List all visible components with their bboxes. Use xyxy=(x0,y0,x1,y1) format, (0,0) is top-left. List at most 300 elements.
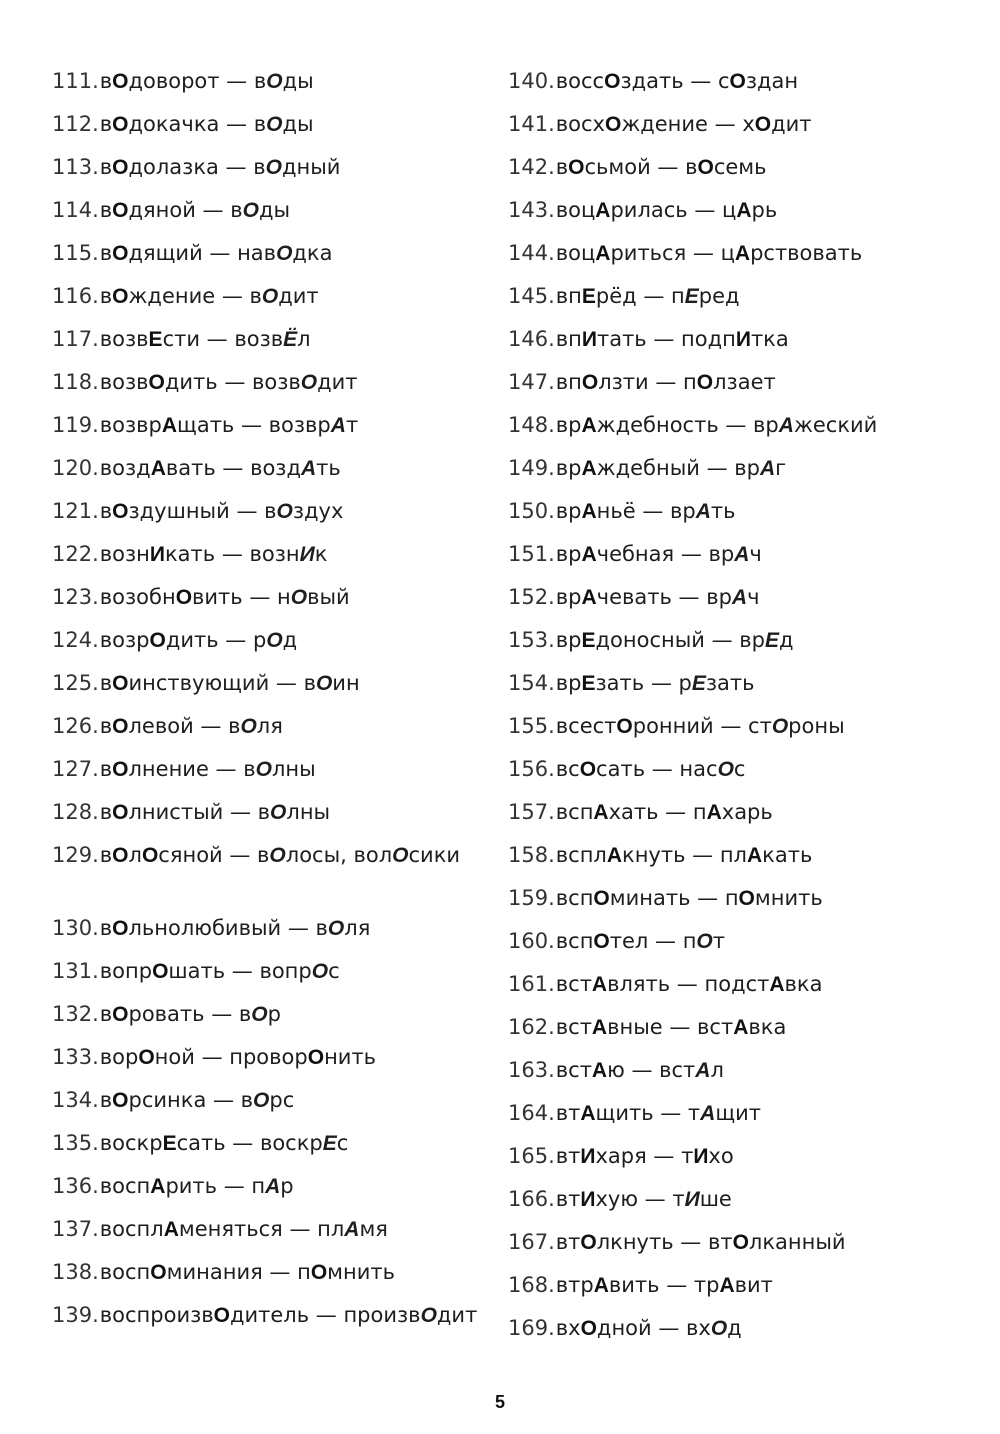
entry-text xyxy=(555,797,773,828)
highlighted-letter: О xyxy=(616,715,633,738)
check-letter: А xyxy=(300,457,317,480)
entry xyxy=(52,281,492,324)
text-fragment: тка xyxy=(750,327,789,351)
entry xyxy=(508,1227,978,1270)
entry xyxy=(52,913,492,956)
text-fragment: вст xyxy=(555,1058,592,1082)
text-fragment: т xyxy=(712,929,725,953)
text-fragment: дяной — в xyxy=(128,198,243,222)
entry-text xyxy=(99,195,290,226)
entry xyxy=(508,625,978,668)
text-fragment: ды xyxy=(258,198,291,222)
entry-text xyxy=(555,711,845,742)
entry-number: 166. xyxy=(508,1187,555,1211)
text-fragment: возвр xyxy=(99,413,162,437)
text-fragment: вр xyxy=(555,671,582,695)
text-fragment: ды xyxy=(282,112,314,136)
highlighted-letter: О xyxy=(152,960,169,983)
entry xyxy=(52,625,492,668)
text-fragment: лзти — п xyxy=(598,370,697,394)
entry-number: 161. xyxy=(508,972,555,996)
text-fragment: ше xyxy=(699,1187,732,1211)
text-fragment: меняться — пл xyxy=(178,1217,345,1241)
text-fragment: ной — провор xyxy=(154,1045,308,1069)
entry xyxy=(52,367,492,410)
entry-text xyxy=(99,797,330,828)
text-fragment: в xyxy=(99,671,113,695)
check-letter: А xyxy=(265,1175,281,1198)
entry-text xyxy=(555,1313,742,1344)
text-fragment: рсинка — в xyxy=(128,1088,254,1112)
highlighted-letter: О xyxy=(213,1304,230,1327)
text-fragment: хую — т xyxy=(595,1187,685,1211)
entry-number: 152. xyxy=(508,585,555,609)
entry-text xyxy=(555,496,736,527)
text-fragment: дящий — нав xyxy=(128,241,277,265)
text-fragment: вр xyxy=(555,542,582,566)
entry xyxy=(508,1184,978,1227)
text-fragment: доносный — вр xyxy=(595,628,766,652)
text-fragment: в xyxy=(99,198,113,222)
check-letter: О xyxy=(270,801,287,824)
entry-number: 158. xyxy=(508,843,555,867)
text-fragment: минания — п xyxy=(166,1260,311,1284)
text-fragment: г xyxy=(775,456,787,480)
entry-text xyxy=(99,1257,395,1288)
highlighted-letter: О xyxy=(112,844,129,867)
text-fragment: всп xyxy=(555,929,594,953)
text-fragment: инствующий — в xyxy=(128,671,316,695)
entry xyxy=(508,195,978,238)
entry xyxy=(52,956,492,999)
check-letter: А xyxy=(695,500,711,523)
entry-number: 131. xyxy=(52,959,99,983)
text-fragment: в xyxy=(99,1002,113,1026)
entry xyxy=(508,367,978,410)
entry-text xyxy=(99,324,311,355)
entry-text xyxy=(99,539,328,570)
text-fragment: в xyxy=(555,155,569,179)
entry-text xyxy=(555,883,823,914)
entry-number: 143. xyxy=(508,198,555,222)
highlighted-letter: О xyxy=(138,1046,155,1069)
entry-number: 157. xyxy=(508,800,555,824)
text-fragment: сать — воскр xyxy=(176,1131,323,1155)
entry-text xyxy=(99,453,341,484)
highlighted-letter: А xyxy=(150,1175,166,1198)
highlighted-letter: Е xyxy=(581,285,596,308)
check-letter: О xyxy=(290,586,308,609)
entry-number: 156. xyxy=(508,757,555,781)
highlighted-letter: О xyxy=(112,70,129,93)
check-letter: О xyxy=(300,371,318,394)
text-fragment: ронний — ст xyxy=(632,714,772,738)
entry-number: 167. xyxy=(508,1230,555,1254)
text-fragment: вый xyxy=(307,585,350,609)
entry xyxy=(508,1141,978,1184)
text-fragment: всп xyxy=(555,800,594,824)
highlighted-letter: О xyxy=(697,156,714,179)
entry-text xyxy=(555,1098,761,1129)
entry-number: 142. xyxy=(508,155,555,179)
text-fragment: рь xyxy=(751,198,778,222)
check-letter: О xyxy=(315,672,333,695)
text-fragment: тать — подп xyxy=(596,327,736,351)
text-fragment: в xyxy=(99,1088,113,1112)
entry xyxy=(508,453,978,496)
entry xyxy=(508,66,978,109)
entry-text xyxy=(99,1171,294,1202)
highlighted-letter: О xyxy=(732,1231,749,1254)
text-fragment: дной — вх xyxy=(596,1316,711,1340)
highlighted-letter: А xyxy=(581,500,597,523)
text-fragment: в xyxy=(99,241,113,265)
text-fragment: дить — возв xyxy=(164,370,301,394)
highlighted-letter: И xyxy=(693,1145,709,1168)
entry-text xyxy=(99,668,360,699)
entry-number: 139. xyxy=(52,1303,99,1327)
entry-number: 125. xyxy=(52,671,99,695)
entry-text xyxy=(555,1055,724,1086)
entry-number: 148. xyxy=(508,413,555,437)
text-fragment: хать — п xyxy=(608,800,707,824)
entry xyxy=(52,999,492,1042)
text-fragment: вп xyxy=(555,327,582,351)
text-fragment: рить — п xyxy=(165,1174,266,1198)
entry xyxy=(52,1214,492,1257)
text-fragment: кать xyxy=(762,843,813,867)
entry-text xyxy=(99,496,344,527)
highlighted-letter: А xyxy=(150,457,166,480)
entry-number: 140. xyxy=(508,69,555,93)
entry-text xyxy=(99,840,460,871)
entry-number: 116. xyxy=(52,284,99,308)
highlighted-letter: О xyxy=(604,113,622,136)
entry xyxy=(52,109,492,152)
entry-text xyxy=(99,281,319,312)
text-fragment: ин xyxy=(332,671,360,695)
entry-number: 118. xyxy=(52,370,99,394)
text-fragment: мнить xyxy=(754,886,823,910)
text-fragment: с xyxy=(328,959,340,983)
entry-number: 163. xyxy=(508,1058,555,1082)
entry xyxy=(52,238,492,281)
entry-number: 133. xyxy=(52,1045,99,1069)
text-fragment: вка xyxy=(784,972,823,996)
text-fragment: лзает xyxy=(713,370,776,394)
check-letter: О xyxy=(253,1089,270,1112)
highlighted-letter: А xyxy=(580,1102,596,1125)
highlighted-letter: О xyxy=(604,70,621,93)
check-letter: О xyxy=(276,242,293,265)
entry-text xyxy=(99,625,297,656)
check-letter: О xyxy=(717,758,734,781)
entry xyxy=(52,711,492,754)
text-fragment: роны xyxy=(788,714,845,738)
entry xyxy=(508,1098,978,1141)
text-fragment: вр xyxy=(555,413,582,437)
entry xyxy=(508,668,978,711)
entry xyxy=(508,324,978,367)
text-fragment: в xyxy=(99,757,113,781)
text-fragment: вп xyxy=(555,370,582,394)
text-fragment: ля xyxy=(344,916,371,940)
entry xyxy=(52,1085,492,1128)
entry xyxy=(508,152,978,195)
entry-number: 136. xyxy=(52,1174,99,1198)
entry xyxy=(52,539,492,582)
entry xyxy=(52,582,492,625)
highlighted-letter: А xyxy=(581,457,597,480)
text-fragment: рилась — ц xyxy=(610,198,737,222)
entry xyxy=(52,195,492,238)
highlighted-letter: О xyxy=(112,242,129,265)
entry xyxy=(52,1128,492,1171)
entry-text xyxy=(555,1012,787,1043)
entry-number: 126. xyxy=(52,714,99,738)
entry xyxy=(52,453,492,496)
text-fragment: с xyxy=(733,757,746,781)
entry-text xyxy=(555,625,794,656)
entry-text xyxy=(99,956,340,987)
entry-number: 124. xyxy=(52,628,99,652)
entry xyxy=(508,797,978,840)
text-fragment: семь xyxy=(713,155,767,179)
entry-number: 123. xyxy=(52,585,99,609)
text-fragment: л xyxy=(297,327,311,351)
text-fragment: вх xyxy=(555,1316,581,1340)
check-letter: О xyxy=(392,844,409,867)
text-fragment: ды xyxy=(282,69,314,93)
highlighted-letter: О xyxy=(112,801,129,824)
entry xyxy=(52,324,492,367)
text-fragment: влять — подст xyxy=(607,972,770,996)
text-fragment: вр xyxy=(555,499,582,523)
highlighted-letter: А xyxy=(746,844,763,867)
highlighted-letter: О xyxy=(696,371,714,394)
text-fragment: хо xyxy=(708,1144,734,1168)
check-letter: О xyxy=(269,844,286,867)
entry xyxy=(508,754,978,797)
text-fragment: в xyxy=(99,843,113,867)
check-letter: А xyxy=(330,414,346,437)
text-fragment: вст xyxy=(555,972,592,996)
entry-number: 164. xyxy=(508,1101,555,1125)
text-fragment: здан xyxy=(745,69,799,93)
check-letter: О xyxy=(265,156,282,179)
check-letter: И xyxy=(684,1188,700,1211)
highlighted-letter: А xyxy=(591,973,608,996)
entry-text xyxy=(555,1141,734,1172)
highlighted-letter: О xyxy=(112,1003,129,1026)
highlighted-letter: А xyxy=(581,414,597,437)
highlighted-letter: О xyxy=(175,586,193,609)
highlighted-letter: А xyxy=(593,801,609,824)
highlighted-letter: О xyxy=(579,758,597,781)
text-fragment: вные — вст xyxy=(607,1015,734,1039)
entry-number: 112. xyxy=(52,112,99,136)
check-letter: О xyxy=(327,917,345,940)
entry xyxy=(508,1055,978,1098)
text-fragment: лны xyxy=(271,757,316,781)
entry-number: 149. xyxy=(508,456,555,480)
entry-text xyxy=(99,582,350,613)
left-column xyxy=(52,66,492,1373)
entry xyxy=(508,238,978,281)
text-fragment: сяной — в xyxy=(158,843,270,867)
text-fragment: ровать — в xyxy=(128,1002,252,1026)
entry-text xyxy=(99,754,316,785)
text-fragment: рствовать xyxy=(750,241,863,265)
entry-text xyxy=(99,109,314,140)
entry-number: 154. xyxy=(508,671,555,695)
entry-number: 127. xyxy=(52,757,99,781)
highlighted-letter: А xyxy=(606,844,623,867)
highlighted-letter: Е xyxy=(162,1132,177,1155)
entry-text xyxy=(99,999,281,1030)
text-fragment: нить xyxy=(324,1045,377,1069)
entry-number: 165. xyxy=(508,1144,555,1168)
entry xyxy=(508,711,978,754)
entry-text xyxy=(555,281,740,312)
highlighted-letter: А xyxy=(719,1274,735,1297)
highlighted-letter: О xyxy=(112,1089,129,1112)
entry xyxy=(508,883,978,926)
entry-number: 160. xyxy=(508,929,555,953)
entry-text xyxy=(555,238,863,269)
text-fragment: ч xyxy=(749,542,762,566)
check-letter: О xyxy=(276,500,293,523)
text-fragment: харя — т xyxy=(595,1144,694,1168)
entry-number: 144. xyxy=(508,241,555,265)
text-fragment: возр xyxy=(99,628,150,652)
text-fragment: тел — п xyxy=(609,929,697,953)
entry xyxy=(508,539,978,582)
entry xyxy=(52,668,492,711)
text-fragment: ждение — в xyxy=(128,284,262,308)
text-fragment: возобн xyxy=(99,585,176,609)
text-fragment: дит xyxy=(436,1303,478,1327)
text-fragment: в xyxy=(99,800,113,824)
entry-number: 111. xyxy=(52,69,99,93)
text-fragment: вка xyxy=(748,1015,787,1039)
text-fragment: сики xyxy=(408,843,461,867)
highlighted-letter: О xyxy=(307,1046,325,1069)
text-fragment: вить — н xyxy=(192,585,291,609)
text-fragment: дит xyxy=(771,112,812,136)
highlighted-letter: О xyxy=(310,1261,328,1284)
check-letter: А xyxy=(778,414,794,437)
page-number: 5 xyxy=(494,1392,505,1412)
entry-number: 115. xyxy=(52,241,99,265)
text-fragment: вит xyxy=(734,1273,773,1297)
check-letter: О xyxy=(266,629,283,652)
check-letter: А xyxy=(734,543,750,566)
text-fragment: лосы, вол xyxy=(285,843,393,867)
entry-number: 145. xyxy=(508,284,555,308)
highlighted-letter: А xyxy=(163,1218,179,1241)
highlighted-letter: А xyxy=(706,801,722,824)
highlighted-letter: О xyxy=(754,113,772,136)
entry-number: 121. xyxy=(52,499,99,523)
entry-text xyxy=(555,152,767,183)
text-fragment: ть xyxy=(316,456,341,480)
highlighted-letter: О xyxy=(112,156,129,179)
entry-text xyxy=(99,1214,388,1245)
check-letter: О xyxy=(240,715,257,738)
text-fragment: в xyxy=(99,69,113,93)
text-fragment: вт xyxy=(555,1144,581,1168)
entry xyxy=(508,1270,978,1313)
text-fragment: харь xyxy=(721,800,773,824)
highlighted-letter: О xyxy=(580,1317,597,1340)
check-letter: И xyxy=(299,543,315,566)
text-fragment: сти — возв xyxy=(162,327,284,351)
text-fragment: здух xyxy=(292,499,344,523)
highlighted-letter: О xyxy=(112,500,129,523)
entry xyxy=(508,109,978,152)
entry xyxy=(508,1313,978,1356)
text-fragment: к xyxy=(314,542,328,566)
text-fragment: доворот — в xyxy=(128,69,267,93)
entry-text xyxy=(555,1270,773,1301)
text-fragment: в xyxy=(99,284,113,308)
text-fragment: лнистый — в xyxy=(128,800,271,824)
entry xyxy=(52,1171,492,1214)
entry xyxy=(52,1042,492,1085)
highlighted-letter: О xyxy=(580,1231,597,1254)
text-fragment: вт xyxy=(555,1187,581,1211)
entry-text xyxy=(99,711,283,742)
entry-text xyxy=(99,66,314,97)
highlighted-letter: А xyxy=(581,543,597,566)
highlighted-letter: О xyxy=(148,371,165,394)
entry-number: 117. xyxy=(52,327,99,351)
entry-text xyxy=(555,367,776,398)
text-fragment: вр xyxy=(555,585,582,609)
entry-text xyxy=(555,754,746,785)
text-fragment: воспроизв xyxy=(99,1303,214,1327)
entry-number: 147. xyxy=(508,370,555,394)
entry xyxy=(508,840,978,883)
text-fragment: щит xyxy=(715,1101,762,1125)
highlighted-letter: И xyxy=(580,1145,596,1168)
check-letter: О xyxy=(255,758,272,781)
highlighted-letter: А xyxy=(581,586,597,609)
entry-text xyxy=(555,66,798,97)
entry-text xyxy=(555,926,725,957)
check-letter: А xyxy=(700,1102,716,1125)
check-letter: О xyxy=(311,960,329,983)
text-fragment: ждебность — вр xyxy=(596,413,779,437)
highlighted-letter: И xyxy=(735,328,751,351)
highlighted-letter: Е xyxy=(148,328,163,351)
entry-number: 134. xyxy=(52,1088,99,1112)
text-fragment: ньё — вр xyxy=(596,499,696,523)
highlighted-letter: А xyxy=(591,1016,608,1039)
check-letter: О xyxy=(771,715,789,738)
text-fragment: жеский xyxy=(793,413,878,437)
entry-number: 169. xyxy=(508,1316,555,1340)
text-fragment: вс xyxy=(555,757,580,781)
entry-number: 114. xyxy=(52,198,99,222)
entry-text xyxy=(555,324,789,355)
highlighted-letter: А xyxy=(593,1274,609,1297)
text-fragment: восп xyxy=(99,1174,151,1198)
entry-text xyxy=(555,1184,732,1215)
text-fragment: воц xyxy=(555,198,596,222)
text-fragment: т xyxy=(345,413,359,437)
